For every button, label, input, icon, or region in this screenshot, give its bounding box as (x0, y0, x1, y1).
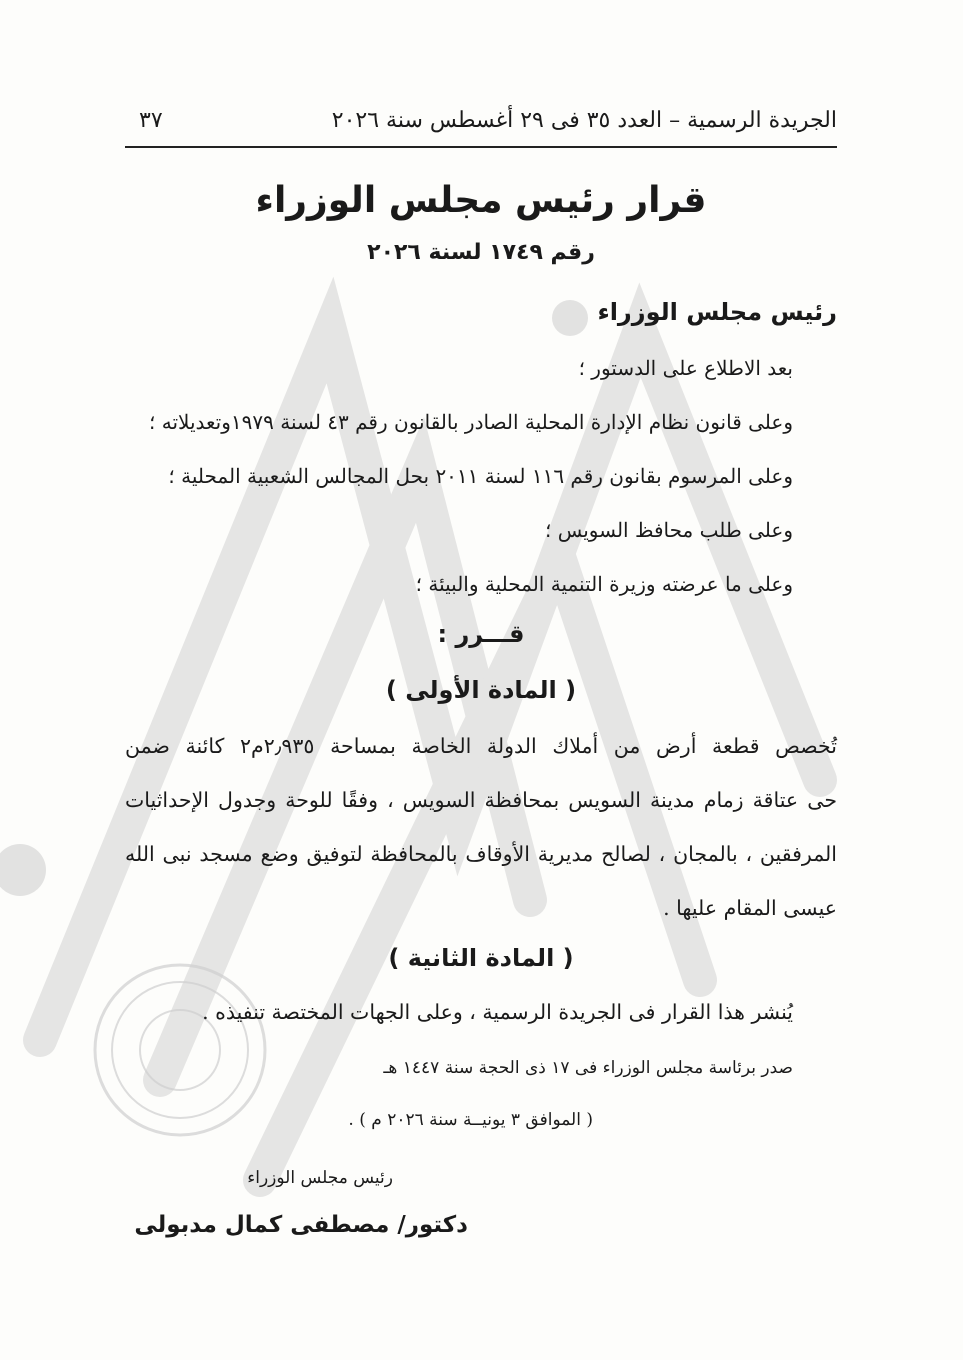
header-title: الجريدة الرسمية – العدد ٣٥ فى ٢٩ أغسطس سنة ٢٠٢٦ (331, 108, 837, 133)
preamble-line: بعد الاطلاع على الدستور ؛ (578, 356, 793, 380)
article-1-line: حى عتاقة زمام مدينة السويس بمحافظة السويس ، وفقًا للوحة وجدول الإحداثيات (125, 788, 837, 812)
decree-title: قرار رئيس مجلس الوزراء (255, 180, 707, 221)
decree-number: رقم ١٧٤٩ لسنة ٢٠٢٦ (367, 240, 595, 265)
page-number: ٣٧ (139, 108, 163, 133)
preamble-line: وعلى المرسوم بقانون رقم ١١٦ لسنة ٢٠١١ بحل المجالس الشعبية المحلية ؛ (168, 464, 793, 488)
article-2-text: يُنشر هذا القرار فى الجريدة الرسمية ، وعلى الجهات المختصة تنفيذه . (202, 1000, 793, 1024)
article-1-title: ( المادة الأولى ) (385, 676, 577, 704)
preamble-line: وعلى ما عرضته وزيرة التنمية المحلية والبيئة ؛ (415, 572, 793, 596)
article-1-line: المرفقين ، بالمجان ، لصالح مديرية الأوقاف بالمحافظة لتوفيق وضع مسجد نبى الله (125, 842, 837, 866)
issue-date-hijri: صدر برئاسة مجلس الوزراء فى ١٧ ذى الحجة سنة ١٤٤٧ هـ (383, 1058, 793, 1078)
article-1-line: عيسى المقام عليها . (663, 896, 837, 920)
preamble-line: وعلى طلب محافظ السويس ؛ (545, 518, 793, 542)
article-2-title: ( المادة الثانية ) (388, 944, 574, 972)
decision-heading: قـــرر : (437, 620, 525, 648)
article-1-line: تُخصص قطعة أرض من أملاك الدولة الخاصة بمساحة ٢٫٩٣٥م٢ كائنة ضمن (125, 734, 837, 758)
signatory-name: دكتور/ مصطفى كمال مدبولى (134, 1212, 468, 1238)
issue-date-gregorian: ( الموافق ٣ يونيــة سنة ٢٠٢٦ م ) . (348, 1110, 593, 1130)
issuing-authority: رئيس مجلس الوزراء (597, 298, 837, 326)
page-header (125, 104, 837, 148)
signature-title: رئيس مجلس الوزراء (247, 1168, 393, 1188)
preamble-line: وعلى قانون نظام الإدارة المحلية الصادر بالقانون رقم ٤٣ لسنة ١٩٧٩وتعديلاته ؛ (149, 410, 793, 434)
